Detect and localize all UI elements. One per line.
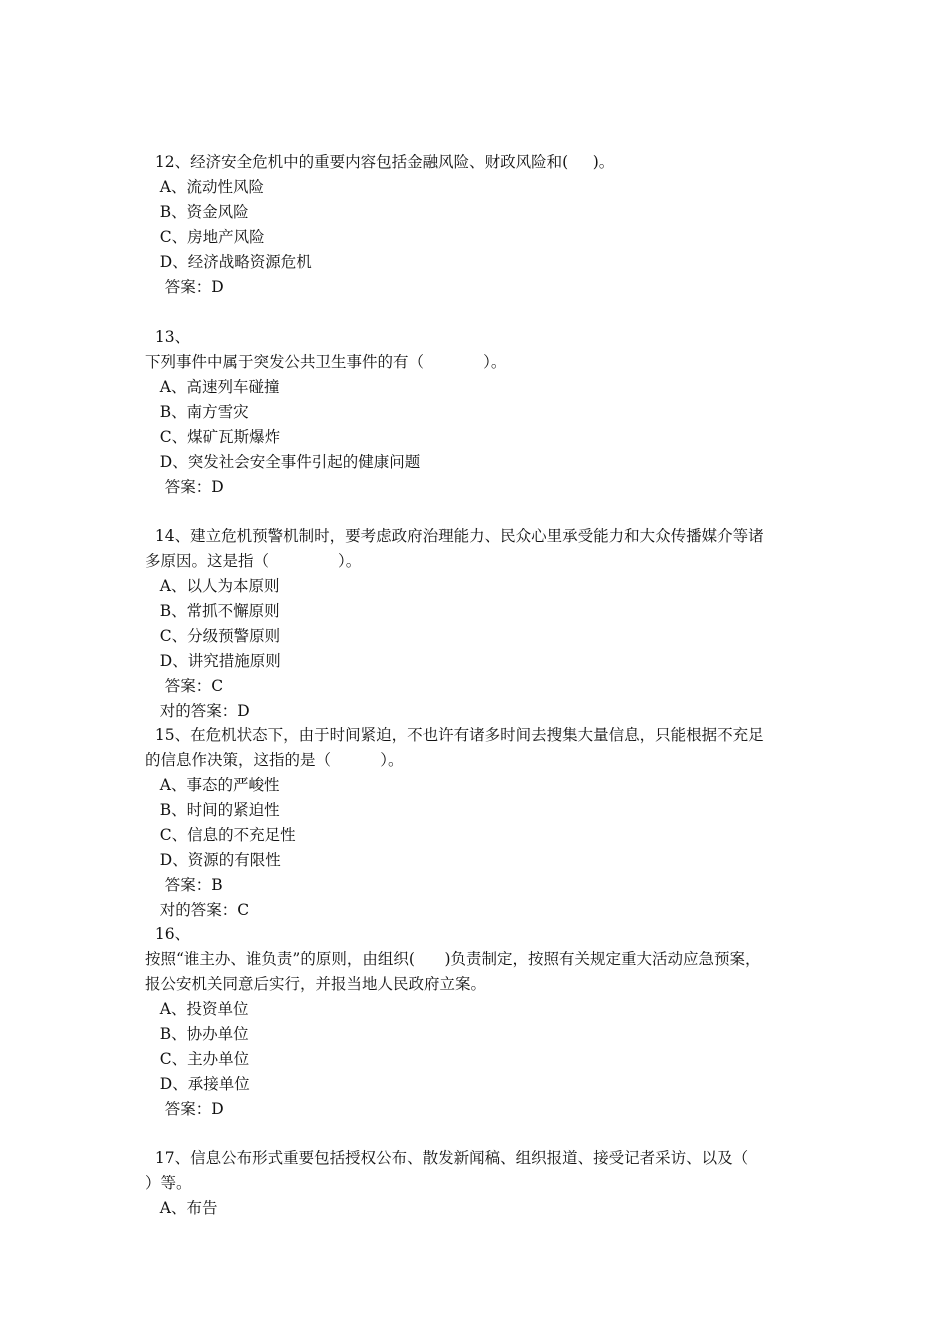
- q13-answer: 答案：D: [145, 478, 224, 496]
- q14-opt-d: D、讲究措施原则: [145, 652, 281, 670]
- q13-opt-c: C、煤矿瓦斯爆炸: [145, 428, 281, 446]
- q14-stem-1: 14、建立危机预警机制时，要考虑政府治理能力、民众心里承受能力和大众传播媒介等诸: [145, 527, 764, 545]
- q16-stem-1: 按照“谁主办、谁负责”的原则，由组织( )负责制定，按照有关规定重大活动应急预案，: [145, 950, 761, 968]
- q12-opt-c: C、房地产风险: [145, 228, 265, 246]
- q16-opt-d: D、承接单位: [145, 1075, 250, 1093]
- q13-opt-a: A、高速列车碰撞: [145, 378, 280, 396]
- q14-opt-c: C、分级预警原则: [145, 627, 281, 645]
- q16-answer: 答案：D: [145, 1100, 224, 1118]
- q13-opt-d: D、突发社会安全事件引起的健康问题: [145, 453, 421, 471]
- q15-opt-a: A、事态的严峻性: [145, 776, 280, 794]
- q15-stem-2: 的信息作决策，这指的是（ ）。: [145, 751, 404, 769]
- q13-stem: 下列事件中属于突发公共卫生事件的有（ ）。: [145, 353, 507, 371]
- q16-opt-b: B、协办单位: [145, 1025, 249, 1043]
- q16-opt-a: A、投资单位: [145, 1000, 249, 1018]
- q12-opt-d: D、经济战略资源危机: [145, 253, 312, 271]
- q15-correct: 对的答案：C: [145, 901, 250, 919]
- q12-opt-a: A、流动性风险: [145, 178, 264, 196]
- q14-correct: 对的答案：D: [145, 702, 250, 720]
- q14-opt-b: B、常抓不懈原则: [145, 602, 280, 620]
- q15-opt-b: B、时间的紧迫性: [145, 801, 280, 819]
- q16-opt-c: C、主办单位: [145, 1050, 250, 1068]
- q15-opt-c: C、信息的不充足性: [145, 826, 296, 844]
- q13-number: 13、: [145, 328, 191, 346]
- q15-opt-d: D、资源的有限性: [145, 851, 281, 869]
- q12-answer: 答案：D: [145, 278, 224, 296]
- q16-stem-2: 报公安机关同意后实行，并报当地人民政府立案。: [145, 975, 487, 993]
- q15-answer: 答案：B: [145, 876, 223, 894]
- q12-opt-b: B、资金风险: [145, 203, 249, 221]
- q14-stem-2: 多原因。这是指（ ）。: [145, 552, 362, 570]
- q15-stem-1: 15、在危机状态下，由于时间紧迫，不也许有诸多时间去搜集大量信息，只能根据不充足: [145, 726, 764, 744]
- q17-opt-a: A、布告: [145, 1199, 218, 1217]
- q17-stem-2: ）等。: [145, 1174, 192, 1192]
- q14-opt-a: A、以人为本原则: [145, 577, 280, 595]
- q17-stem-1: 17、信息公布形式重要包括授权公布、散发新闻稿、组织报道、接受记者采访、以及（: [145, 1149, 749, 1167]
- q14-answer: 答案：C: [145, 677, 224, 695]
- q16-number: 16、: [145, 925, 191, 943]
- q12-stem: 12、经济安全危机中的重要内容包括金融风险、财政风险和( )。: [145, 153, 615, 171]
- q13-opt-b: B、南方雪灾: [145, 403, 249, 421]
